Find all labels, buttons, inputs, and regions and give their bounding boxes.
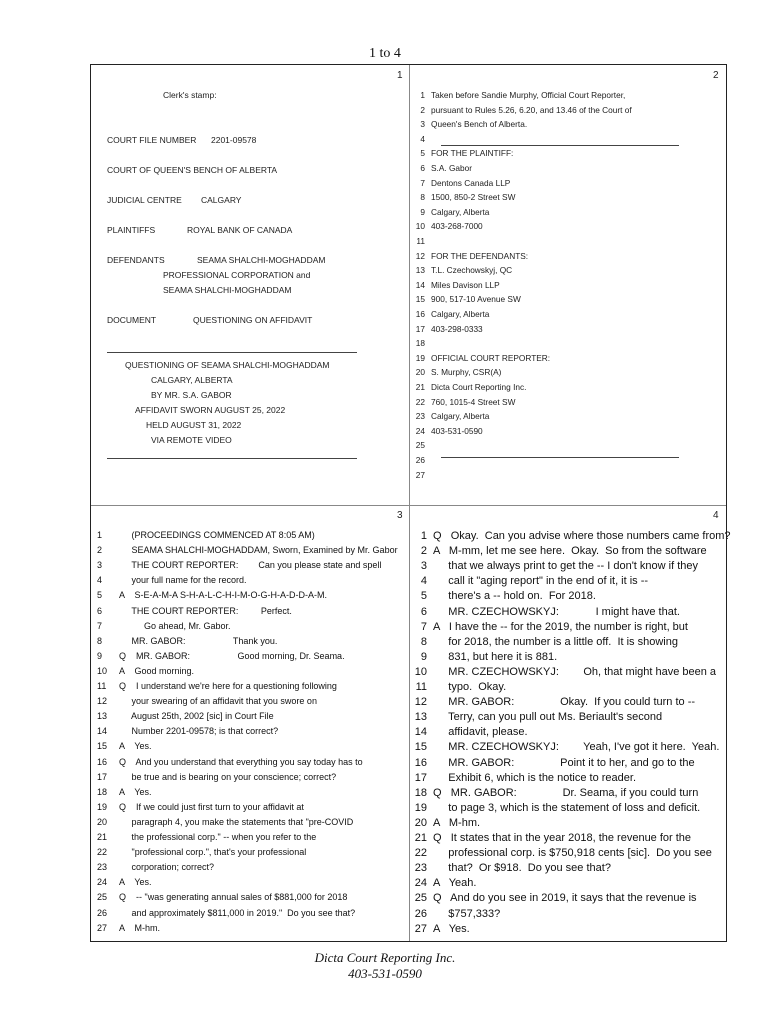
transcript-line xyxy=(413,294,521,309)
line-number: 6 xyxy=(420,605,427,618)
transcript-line xyxy=(413,923,470,935)
line-number: 21 xyxy=(414,832,427,844)
line-number: 18 xyxy=(415,338,425,349)
transcript-line xyxy=(97,696,317,706)
transcript-line xyxy=(413,681,506,693)
line-number: 7 xyxy=(97,620,103,631)
defendants-value-1: SEAMA SHALCHI-MOGHADDAM xyxy=(197,255,326,265)
summary-line-3: BY MR. S.A. GABOR xyxy=(151,390,232,400)
transcript-line xyxy=(97,862,214,872)
page-number-3: 3 xyxy=(397,510,403,521)
line-number: 17 xyxy=(97,771,108,782)
line-number: 24 xyxy=(97,877,108,888)
line-number: 8 xyxy=(97,635,103,646)
transcript-line xyxy=(97,892,347,902)
line-text: that? Or $918. Do you see that? xyxy=(433,862,611,875)
transcript-line xyxy=(97,590,327,600)
transcript-line xyxy=(97,545,398,555)
transcript-line xyxy=(413,470,431,485)
transcript-line xyxy=(413,892,697,904)
line-text: professional corp. is $750,918 cents [sic]. Do you see xyxy=(433,847,712,860)
line-number: 8 xyxy=(420,635,427,648)
transcript-line xyxy=(97,621,231,631)
line-number: 20 xyxy=(415,367,425,378)
line-number: 26 xyxy=(97,907,108,918)
plaintiffs-value: ROYAL BANK OF CANADA xyxy=(187,225,293,235)
footer-phone: 403-531-0590 xyxy=(348,966,422,981)
line-text: A S-E-A-M-A S-H-A-L-C-H-I-M-O-G-H-A-D-D-A-M. xyxy=(119,590,327,601)
line-number: 24 xyxy=(414,877,427,890)
transcript-line xyxy=(97,741,152,751)
line-number: 26 xyxy=(414,907,427,920)
line-text: Dentons Canada LLP xyxy=(431,177,511,188)
transcript-line xyxy=(413,207,489,222)
line-number: 3 xyxy=(420,560,427,573)
column-divider xyxy=(409,65,410,941)
transcript-line xyxy=(413,426,483,441)
line-number: 4 xyxy=(420,133,425,144)
line-text: affidavit, please. xyxy=(433,726,528,739)
summary-line-1: QUESTIONING OF SEAMA SHALCHI-MOGHADDAM xyxy=(125,360,330,370)
line-number: 15 xyxy=(97,741,108,752)
line-number: 7 xyxy=(420,177,425,188)
transcript-line xyxy=(97,530,315,540)
document-value: QUESTIONING ON AFFIDAVIT xyxy=(193,315,313,325)
transcript-line xyxy=(97,923,160,933)
line-text: 900, 517-10 Avenue SW xyxy=(431,294,521,305)
line-text: FOR THE DEFENDANTS: xyxy=(431,250,529,261)
transcript-line xyxy=(413,119,527,134)
line-number: 21 xyxy=(415,382,425,392)
transcript-line xyxy=(413,862,611,874)
line-text: Calgary, Alberta xyxy=(431,411,490,422)
page-number-1: 1 xyxy=(397,70,403,81)
transcript-line xyxy=(97,711,274,721)
line-number: 16 xyxy=(415,309,425,319)
footer-company: Dicta Court Reporting Inc. xyxy=(314,950,456,965)
line-text: call it "aging report" in the end of it, it is -- xyxy=(433,575,649,588)
transcript-line xyxy=(413,251,528,266)
line-text: 403-531-0590 xyxy=(431,425,483,436)
line-text: Terry, can you pull out Ms. Beriault's second xyxy=(433,711,663,724)
transcript-line xyxy=(413,877,476,889)
transcript-line xyxy=(97,560,381,570)
transcript-line xyxy=(97,651,345,661)
transcript-line xyxy=(413,757,695,769)
transcript-line xyxy=(97,802,304,812)
line-text: Taken before Sandie Murphy, Official Court Reporter, xyxy=(431,90,626,100)
line-number: 23 xyxy=(97,862,108,873)
transcript-line xyxy=(413,575,648,587)
page2-rule-line-25 xyxy=(441,457,679,458)
transcript-line xyxy=(97,847,306,857)
line-text: Number 2201-09578; is that correct? xyxy=(119,726,279,737)
line-number: 14 xyxy=(97,726,108,737)
line-number: 1 xyxy=(420,530,427,542)
page-number-4: 4 xyxy=(713,510,719,521)
line-text: MR. CZECHOWSKYJ: Yeah, I've got it here. Yeah. xyxy=(433,741,720,754)
transcript-line xyxy=(97,636,277,646)
transcript-line xyxy=(413,236,431,251)
transcript-line xyxy=(413,787,698,799)
line-number: 5 xyxy=(420,590,427,603)
line-text: Dicta Court Reporting Inc. xyxy=(431,382,527,392)
line-number: 8 xyxy=(420,192,425,203)
line-text: $757,333? xyxy=(433,907,501,920)
line-number: 18 xyxy=(97,786,108,797)
transcript-line xyxy=(413,621,688,633)
line-number: 22 xyxy=(415,396,425,407)
line-number: 18 xyxy=(414,786,427,799)
line-text: A I have the -- for the 2019, the number is right, but xyxy=(433,620,688,633)
line-text: OFFICIAL COURT REPORTER: xyxy=(431,352,551,363)
line-number: 22 xyxy=(97,847,108,858)
line-text: MR. GABOR: Thank you. xyxy=(119,635,278,646)
line-text: your swearing of an affidavit that you swore on xyxy=(119,696,317,707)
line-text: MR. GABOR: Okay. If you could turn to -- xyxy=(433,696,696,709)
line-text: S. Murphy, CSR(A) xyxy=(431,367,502,378)
court-name: COURT OF QUEEN'S BENCH OF ALBERTA xyxy=(107,165,278,175)
line-text: Q And do you see in 2019, it says that the revenue is xyxy=(433,892,697,905)
transcript-line xyxy=(413,105,632,120)
line-text: FOR THE PLAINTIFF: xyxy=(431,148,514,159)
transcript-frame xyxy=(90,64,731,942)
line-text: A Yes. xyxy=(433,922,470,935)
line-text: A Yes. xyxy=(119,877,152,888)
transcript-line xyxy=(413,280,500,295)
line-number: 27 xyxy=(414,922,427,935)
plaintiffs-label: PLAINTIFFS xyxy=(107,225,156,235)
line-number: 12 xyxy=(415,250,425,261)
line-number: 10 xyxy=(97,665,108,676)
line-number: 12 xyxy=(97,696,108,707)
transcript-line xyxy=(413,338,431,353)
page-number-2: 2 xyxy=(713,70,719,81)
line-number: 23 xyxy=(415,411,425,422)
line-number: 16 xyxy=(414,756,427,769)
line-number: 19 xyxy=(414,801,427,814)
transcript-line xyxy=(413,148,513,163)
transcript-line xyxy=(413,353,550,368)
transcript-line xyxy=(97,681,337,691)
line-number: 19 xyxy=(415,352,425,363)
line-number: 11 xyxy=(416,236,425,246)
line-text: Q I understand we're here for a questioning following xyxy=(119,681,337,691)
summary-line-6: VIA REMOTE VIDEO xyxy=(151,435,232,445)
line-text: Q Okay. Can you advise where those numbers came from? xyxy=(433,530,731,542)
line-number: 25 xyxy=(97,892,108,903)
line-text: to page 3, which is the statement of loss and deficit. xyxy=(433,801,701,814)
transcript-line xyxy=(413,192,515,207)
line-number: 9 xyxy=(97,650,103,661)
transcript-line xyxy=(413,545,707,557)
transcript-line xyxy=(97,757,363,767)
transcript-line xyxy=(413,590,596,602)
transcript-line xyxy=(413,606,680,618)
line-number: 3 xyxy=(97,560,103,571)
transcript-line xyxy=(97,817,353,827)
line-number: 17 xyxy=(415,323,425,334)
judicial-centre-label: JUDICIAL CENTRE xyxy=(107,195,182,205)
transcript-line xyxy=(97,908,355,918)
transcript-line xyxy=(413,696,695,708)
line-text: "professional corp.", that's your professional xyxy=(119,847,307,858)
line-text: your full name for the record. xyxy=(119,575,247,586)
line-number: 27 xyxy=(415,469,425,480)
line-number: 25 xyxy=(415,440,425,451)
transcript-line xyxy=(413,382,526,397)
transcript-line xyxy=(413,666,716,678)
line-number: 5 xyxy=(420,148,425,159)
line-number: 10 xyxy=(415,221,425,232)
transcript-line xyxy=(413,411,489,426)
cover-separator-bottom xyxy=(107,458,357,459)
transcript-line xyxy=(97,726,278,736)
summary-line-4: AFFIDAVIT SWORN AUGUST 25, 2022 xyxy=(135,405,286,415)
line-number: 4 xyxy=(97,575,103,586)
line-text: Q It states that in the year 2018, the revenue for the xyxy=(433,832,692,844)
transcript-line xyxy=(413,636,678,648)
line-text: MR. CZECHOWSKYJ: I might have that. xyxy=(433,605,680,618)
line-number: 27 xyxy=(97,922,108,933)
transcript-line xyxy=(413,221,483,236)
line-text: there's a -- hold on. For 2018. xyxy=(433,590,596,603)
line-text: that we always print to get the -- I don't know if they xyxy=(433,560,699,573)
transcript-line xyxy=(97,772,336,782)
transcript-line xyxy=(413,530,731,542)
line-text: 403-298-0333 xyxy=(431,323,483,334)
line-number: 14 xyxy=(415,279,425,290)
line-text: Calgary, Alberta xyxy=(431,206,490,217)
line-text: Miles Davison LLP xyxy=(431,279,500,290)
line-text: Q MR. GABOR: Good morning, Dr. Seama. xyxy=(119,650,345,661)
transcript-line xyxy=(413,397,515,412)
line-number: 21 xyxy=(97,832,108,842)
line-number: 13 xyxy=(97,711,108,722)
line-text: S.A. Gabor xyxy=(431,163,473,173)
line-text: Q And you understand that everything you say today has to xyxy=(119,756,363,767)
transcript-line xyxy=(413,178,510,193)
line-number: 5 xyxy=(97,590,103,601)
judicial-centre-value: CALGARY xyxy=(201,195,242,205)
line-text: and approximately $811,000 in 2019." Do you see that? xyxy=(119,907,356,918)
line-text: Queen's Bench of Alberta. xyxy=(431,119,528,130)
line-number: 20 xyxy=(414,816,427,829)
line-text: Exhibit 6, which is the notice to reader. xyxy=(433,771,636,784)
line-number: 3 xyxy=(420,119,425,130)
line-text: paragraph 4, you make the statements that "pre-COVID xyxy=(119,816,354,827)
line-number: 16 xyxy=(97,756,108,767)
line-number: 1 xyxy=(97,530,103,540)
line-text: Q If we could just first turn to your affidavit at xyxy=(119,801,304,812)
transcript-line xyxy=(413,163,472,178)
transcript-line xyxy=(97,787,152,797)
transcript-line xyxy=(413,847,712,859)
line-number: 19 xyxy=(97,801,108,812)
transcript-line xyxy=(413,832,691,844)
line-text: A Yes. xyxy=(119,741,152,752)
line-number: 6 xyxy=(420,163,425,173)
line-text: Q MR. GABOR: Dr. Seama, if you could turn xyxy=(433,786,699,799)
transcript-line xyxy=(413,802,700,814)
line-text: August 25th, 2002 [sic] in Court File xyxy=(119,711,274,722)
line-number: 1 xyxy=(420,90,425,100)
line-text: corporation; correct? xyxy=(119,862,215,873)
defendants-value-3: SEAMA SHALCHI-MOGHADDAM xyxy=(163,285,292,295)
line-text: A Yeah. xyxy=(433,877,477,890)
line-number: 2 xyxy=(97,545,103,556)
line-text: T.L. Czechowskyj, QC xyxy=(431,265,513,276)
court-file-value: 2201-09578 xyxy=(211,135,257,145)
court-file-label: COURT FILE NUMBER xyxy=(107,135,197,145)
transcript-line xyxy=(97,606,292,616)
line-text: SEAMA SHALCHI-MOGHADDAM, Sworn, Examined by Mr. Gabor xyxy=(119,545,398,556)
line-number: 22 xyxy=(414,847,427,860)
transcript-line xyxy=(413,309,489,324)
line-number: 13 xyxy=(414,711,427,724)
line-text: A Yes. xyxy=(119,786,152,797)
transcript-line xyxy=(413,726,528,738)
line-number: 9 xyxy=(420,650,427,663)
line-text: be true and is bearing on your conscience; correct? xyxy=(119,771,337,782)
transcript-line xyxy=(413,440,431,455)
transcript-line xyxy=(413,908,500,920)
line-text: THE COURT REPORTER: Can you please state and spell xyxy=(119,560,382,571)
transcript-line xyxy=(413,134,431,149)
line-text: 403-268-7000 xyxy=(431,221,483,232)
line-number: 9 xyxy=(420,206,425,217)
transcript-line xyxy=(413,560,698,572)
summary-line-2: CALGARY, ALBERTA xyxy=(151,375,233,385)
defendants-label: DEFENDANTS xyxy=(107,255,165,265)
transcript-line xyxy=(413,741,719,753)
line-number: 2 xyxy=(420,104,425,115)
line-text: typo. Okay. xyxy=(433,681,507,693)
row-divider xyxy=(91,505,726,506)
transcript-line xyxy=(413,367,501,382)
line-text: MR. GABOR: Point it to her, and go to the xyxy=(433,756,695,769)
transcript-line xyxy=(413,90,625,105)
line-number: 14 xyxy=(414,726,427,739)
line-text: MR. CZECHOWSKYJ: Oh, that might have been a xyxy=(433,665,717,678)
line-text: THE COURT REPORTER: Perfect. xyxy=(119,605,292,616)
line-number: 23 xyxy=(414,862,427,875)
cover-separator-top xyxy=(107,352,357,353)
line-text: for 2018, the number is a little off. It is showing xyxy=(433,635,678,648)
transcript-line xyxy=(413,651,557,663)
line-text: Calgary, Alberta xyxy=(431,309,490,319)
line-number: 2 xyxy=(420,545,427,558)
line-text: A M-mm, let me see here. Okay. So from the software xyxy=(433,545,707,558)
transcript-line xyxy=(97,832,316,842)
line-number: 25 xyxy=(414,892,427,905)
line-number: 13 xyxy=(415,265,425,276)
line-text: 760, 1015-4 Street SW xyxy=(431,396,516,407)
clerk-stamp-label: Clerk's stamp: xyxy=(163,90,217,100)
line-number: 10 xyxy=(414,665,427,678)
transcript-line xyxy=(97,666,194,676)
line-number: 26 xyxy=(415,455,425,465)
defendants-value-2: PROFESSIONAL CORPORATION and xyxy=(163,270,311,280)
line-text: Go ahead, Mr. Gabor. xyxy=(119,620,231,631)
transcript-line xyxy=(413,265,512,280)
line-text: A Good morning. xyxy=(119,665,195,676)
line-number: 6 xyxy=(97,605,103,616)
transcript-line xyxy=(97,575,247,585)
document-label: DOCUMENT xyxy=(107,315,157,325)
transcript-line xyxy=(413,772,636,784)
page-range-title: 1 to 4 xyxy=(369,46,401,61)
line-number: 11 xyxy=(97,681,107,691)
line-number: 12 xyxy=(414,696,427,709)
transcript-line xyxy=(413,817,480,829)
page2-rule-line-4 xyxy=(441,145,679,146)
line-text: (PROCEEDINGS COMMENCED AT 8:05 AM) xyxy=(119,530,315,540)
transcript-line xyxy=(413,455,431,470)
transcript-line xyxy=(413,324,483,339)
line-number: 11 xyxy=(415,681,427,693)
line-text: Q -- "was generating annual sales of $881,000 for 2018 xyxy=(119,892,348,903)
line-number: 24 xyxy=(415,425,425,436)
line-text: the professional corp." -- when you refer to the xyxy=(119,832,317,842)
line-number: 17 xyxy=(414,771,427,784)
line-text: pursuant to Rules 5.26, 6.20, and 13.46 of the Court of xyxy=(431,104,632,115)
transcript-line xyxy=(413,711,662,723)
line-number: 15 xyxy=(414,741,427,754)
line-text: A M-hm. xyxy=(119,922,161,933)
line-number: 7 xyxy=(420,620,427,633)
line-number: 4 xyxy=(420,575,427,588)
line-text: A M-hm. xyxy=(433,816,481,829)
line-number: 20 xyxy=(97,816,108,827)
transcript-line xyxy=(97,877,152,887)
line-text: 831, but here it is 881. xyxy=(433,650,558,663)
summary-line-5: HELD AUGUST 31, 2022 xyxy=(146,420,242,430)
line-number: 15 xyxy=(415,294,425,305)
line-text: 1500, 850-2 Street SW xyxy=(431,192,516,203)
